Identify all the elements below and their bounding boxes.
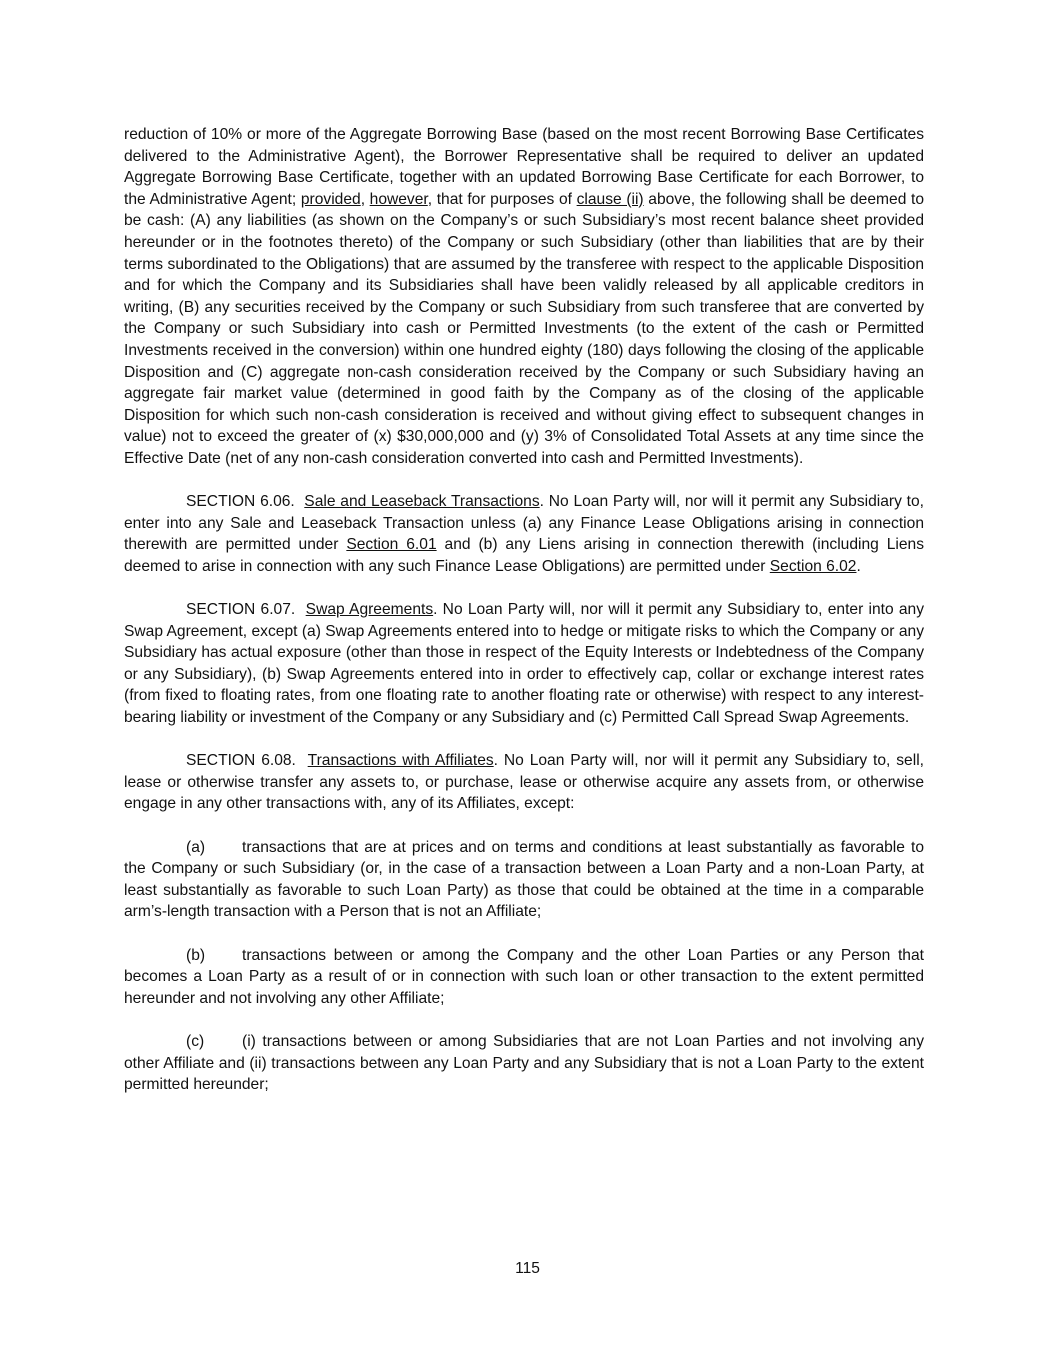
paragraph-text: , <box>360 190 370 208</box>
section-number: SECTION 6.06. <box>186 493 295 511</box>
paragraph-text: . No Loan Party will, nor will it permit any Subsidiary to, sell, lease or otherwise transfer any assets to, or purchase, lease or otherwise acquire any assets from, or otherwise engage in any other transactions with, any of its Affiliates, except: <box>124 752 924 813</box>
paragraph-text: and (b) any Liens arising in connection therewith (including Liens deemed to arise in connection with any such Finance Lease Obligations) are permitted under <box>124 536 925 575</box>
section-6-08 <box>124 750 924 815</box>
list-item-label: (a) <box>186 838 206 856</box>
paragraph-text: above, the following shall be deemed to be cash: (A) any liabilities (as shown on the Company’s or such Subsidiary’s most recent balance sheet provided hereunder or in the footnotes thereto) of the Company or such Subsidiary (other than liabilities that are by their terms subordinated to the Obligations) that are assumed by the transferee with respect to the applicable Disposition and for which the Company and its Subsidiaries shall have been validly released by all applicable creditors in writing, (B) any securities received by the Company or such Subsidiary from such transferee that are converted by the Company or such Subsidiary into cash or Permitted Investments (to the extent of the cash or Permitted Investments received in the conversion) within one hundred eighty (180) days following the closing of the applicable Disposition and (C) aggregate non-cash consideration received by the Company or such Subsidiary having an aggregate fair market value (determined in good faith by the Company as of the closing of the applicable Disposition for which such non-cash consideration is received and without giving effect to subsequent changes in value) not to exceed the greater of (x) $30,000,000 and (y) 3% of Consolidated Total Assets at any time since the Effective Date (net of any non-cash consideration converted into cash and Permitted Investments). <box>124 190 924 467</box>
section-reference: Section 6.02 <box>769 557 857 575</box>
continuation-paragraph <box>124 124 924 470</box>
clause-reference: clause (ii) <box>576 190 644 208</box>
list-item-label: (b) <box>186 946 206 964</box>
section-number: SECTION 6.07. <box>186 601 296 619</box>
section-6-07 <box>124 599 924 729</box>
paragraph-text: . No Loan Party will, nor will it permit any Subsidiary to, enter into any Swap Agreement, except (a) Swap Agreements entered into to hedge or mitigate risks to which the Company or any Subsidiary has actual exposure (other than those in respect of the Equity Interests or Indebtedness of the Company or any Subsidiary), (b) Swap Agreements entered into in order to effectively cap, collar or exchange interest rates (from fixed to floating rates, from one floating rate to another floating rate or otherwise) with respect to any interest-bearing liability or investment of the Company or any Subsidiary and (c) Permitted Call Spread Swap Agreements. <box>124 601 925 727</box>
list-item <box>124 945 924 1010</box>
section-number: SECTION 6.08. <box>186 752 296 770</box>
list-item-text: transactions that are at prices and on terms and conditions at least substantially as favorable to the Company or such Subsidiary (or, in the case of a transaction between a Loan Party and a non-Loan Party, at least substantially as favorable to such Loan Party) as those that could be obtained at the time in a comparable arm’s-length transaction with a Person that is not an Affiliate; <box>124 838 924 921</box>
list-item <box>124 1031 924 1096</box>
paragraph-text: . No Loan Party will, nor will it permit any Subsidiary to, enter into any Sale and Leaseback Transaction unless (a) any Finance Lease Obligations arising in connection therewith are permitted under <box>124 493 924 554</box>
document-page <box>124 124 924 1096</box>
page-number: 115 <box>515 1260 540 1277</box>
however-term: however <box>369 190 428 208</box>
list-item <box>124 837 924 923</box>
section-title: Transactions with Affiliates <box>307 752 494 770</box>
paragraph-text: . <box>856 557 861 575</box>
section-title: Swap Agreements <box>305 601 434 619</box>
provided-term: provided <box>300 190 361 208</box>
paragraph-text: reduction of 10% or more of the Aggregate Borrowing Base (based on the most recent Borrowing Base Certificates delivered to the Administrative Agent), the Borrower Representative shall be required to deliver an updated Aggregate Borrowing Base Certificate, together with an updated Borrowing Base Certificate for each Borrower, to the Administrative Agent; <box>124 126 924 208</box>
paragraph-text: , that for purposes of <box>427 190 577 208</box>
section-reference: Section 6.01 <box>346 536 437 554</box>
section-6-06 <box>124 491 924 577</box>
list-item-text: transactions between or among the Company and the other Loan Parties or any Person that becomes a Loan Party as a result of or in connection with such loan or other transaction to the extent permitted hereunder and not involving any other Affiliate; <box>124 946 924 1007</box>
section-title: Sale and Leaseback Transactions <box>304 493 540 511</box>
list-item-label: (c) <box>186 1032 205 1050</box>
list-item-text: (i) transactions between or among Subsidiaries that are not Loan Parties and not involving any other Affiliate and (ii) transactions between any Loan Party and any Subsidiary that is not a Loan Party to the extent permitted hereunder; <box>124 1032 924 1094</box>
